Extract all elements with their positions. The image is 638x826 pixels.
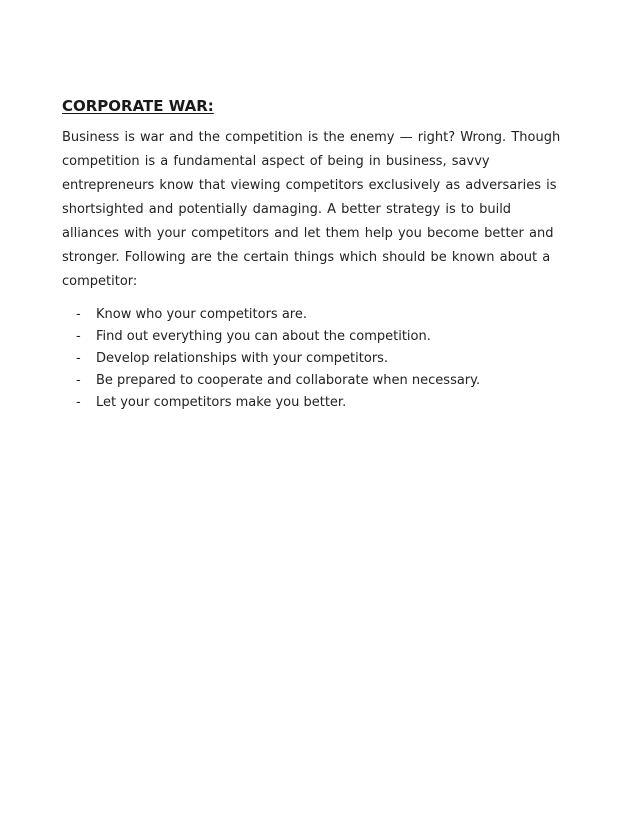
bullet-dash: - [76,329,81,344]
section-heading: CORPORATE WAR: [62,97,214,115]
list-item-text: Develop relationships with your competitors. [96,351,389,366]
list-item [76,304,572,326]
document-body [62,95,572,414]
body-paragraph: Business is war and the competition is the enemy — right? Wrong. Though competition is a fundamental aspect of being in business, savvy entrepreneurs know that viewing competitors exclusively as adversaries is shortsighted and potentially damaging. A better strategy is to build alliances with your competitors and let them help you become better and stronger. Following are the certain things which should be known about a competitor: [62,130,561,289]
bullet-dash: - [76,351,81,366]
list-item [76,348,572,370]
list-item-text: Know who your competitors are. [96,307,307,322]
list-item-text: Find out everything you can about the competition. [96,329,431,344]
list-item-text: Let your competitors make you better. [96,395,347,410]
bullet-dash: - [76,307,81,322]
list-item-text: Be prepared to cooperate and collaborate when necessary. [96,373,481,388]
list-item [76,392,572,414]
bullet-list [62,304,572,414]
list-item [76,326,572,348]
list-item [76,370,572,392]
bullet-dash: - [76,373,81,388]
bullet-dash: - [76,395,81,410]
